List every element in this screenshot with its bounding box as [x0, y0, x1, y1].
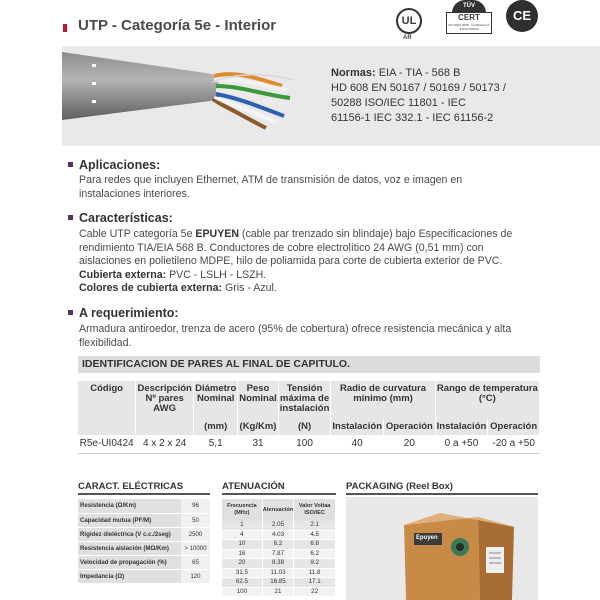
box-brand-label: Epuyen [416, 535, 438, 541]
normas-line-1: EIA - TIA - 568 B [378, 67, 461, 79]
electricas-rule [78, 493, 210, 495]
tuv-main-label: CERT [458, 13, 480, 22]
table-row: Rigidez dieléctrica (V c.c./2seg) 2500 [78, 527, 210, 541]
table-row: 31.5 11.03 11.8 [222, 568, 336, 578]
packaging-title: PACKAGING (Reel Box) [346, 481, 453, 492]
sub-operacion-radio: Operación [384, 419, 436, 435]
packaging-image [346, 497, 538, 600]
cell-temp-oper: -20 a +50 [488, 435, 540, 453]
colores-label: Colores de cubierta externa: [79, 282, 223, 294]
col-tension: Tensión máxima de instalación [278, 381, 331, 419]
cell-codigo: R5e-UI0424 [78, 435, 136, 453]
electricas-table [78, 499, 210, 584]
col-valor: Valor Voltaa ISO/IEC [294, 499, 336, 521]
normas-block [331, 66, 531, 126]
sub-instalacion-temp: Instalación [435, 419, 488, 435]
packaging-rule [346, 493, 538, 495]
electricas-title: CARACT. ELÉCTRICAS [78, 481, 184, 492]
id-table-title: IDENTIFICACION DE PARES AL FINAL DE CAPITULO. [78, 356, 540, 373]
unit-diametro: (mm) [194, 419, 238, 435]
table-row: 20 8.38 9.2 [222, 559, 336, 569]
atenuacion-rule [222, 493, 336, 495]
page-header [0, 0, 600, 46]
caracteristicas-text: Cable UTP categoría 5e EPUYEN (cable par trenzado sin blindaje) bajo Especificaciones de rendimiento TIA/EIA 568 B. Conductores de cobre electrolítico 24 AWG (0,51 mm) con aislaciones en polietileno MDPE, hilo de poliamida para corte de cubierta exterior de PVC. Cubierta externa: PVC - LSLH - LSZH. Colores de cubierta externa: Gris - Azul. [79, 228, 513, 294]
table-row: 62.5 16.85 17.1 [222, 578, 336, 588]
sub-instalacion-radio: Instalación [331, 419, 384, 435]
col-rango: Rango de temperatura (°C) [435, 381, 539, 419]
table-row: Resistencia (Ω/Km) 96 [78, 499, 210, 513]
bullet-icon [68, 215, 73, 220]
cell-diametro: 5,1 [194, 435, 238, 453]
sub-operacion-temp: Operación [488, 419, 540, 435]
requerimiento-text: Armadura antiroedor, trenza de acero (95% de cobertura) ofrece resistencia mecánica y alta flexibilidad. [79, 323, 512, 349]
cell-temp-inst: 0 a +50 [435, 435, 488, 453]
table-row: 1 2.05 2.1 [222, 521, 336, 530]
table-row: 4 4.03 4.5 [222, 530, 336, 540]
brand-name: EPUYEN [195, 228, 239, 240]
col-peso: Peso Nominal [238, 381, 278, 419]
table-row [78, 435, 540, 453]
col-radio: Radio de curvatura mínimo (mm) [331, 381, 435, 419]
title-marker [63, 24, 67, 32]
normas-line-3: 50288 ISO/IEC 11801 - IEC [331, 97, 466, 109]
unit-tension: (N) [278, 419, 331, 435]
normas-line-4: 61156-1 IEC 332.1 - IEC 61156-2 [331, 112, 494, 124]
unit-peso: (Kg/Km) [238, 419, 278, 435]
normas-label: Normas: [331, 67, 376, 79]
table-row: Resistencia aislación (MΩ/Km) > 10000 [78, 541, 210, 555]
atenuacion-table [222, 499, 336, 597]
tuv-top-label: TÜV [452, 0, 486, 13]
tuv-certification-logo [446, 0, 492, 36]
cell-peso: 31 [238, 435, 278, 453]
caracteristicas-heading: Características: [68, 211, 173, 225]
ul-ar-label: AR [403, 35, 412, 41]
table-row: 16 7.87 6.2 [222, 549, 336, 559]
cell-tension: 100 [278, 435, 331, 453]
col-codigo: Código [78, 381, 136, 435]
aplicaciones-heading: Aplicaciones: [68, 158, 160, 172]
col-descripcion: Descripción Nº pares AWG [136, 381, 194, 435]
bullet-icon [68, 162, 73, 167]
table-row: Velocidad de propagación (%) 65 [78, 555, 210, 569]
normas-line-2: HD 608 EN 50167 / 50169 / 50173 / [331, 82, 506, 94]
cell-descripcion: 4 x 2 x 24 [136, 435, 194, 453]
requerimiento-heading: A requerimiento: [68, 306, 179, 320]
aplicaciones-text: Para redes que incluyen Ethernet, ATM de transmisión de datos, voz e imagen en instalaciones interiores. [79, 174, 463, 200]
page-title: UTP - Categoría 5e - Interior [78, 17, 277, 34]
table-row: 100 21 22 [222, 587, 336, 597]
cell-radio-oper: 20 [384, 435, 436, 453]
col-frecuencia: Frecuencia (MHz) [222, 499, 262, 521]
col-diametro: Diámetro Nominal [194, 381, 238, 419]
table-row: Capacidad mutua (PF/M) 50 [78, 513, 210, 527]
cable-image [62, 46, 322, 146]
bullet-icon [68, 310, 73, 315]
tuv-small-label: ISO 9001:2008 · Certificado Nº 44100 060012 [448, 23, 490, 31]
col-atenuacion: Atenuación [262, 499, 293, 521]
cell-radio-inst: 40 [331, 435, 384, 453]
atenuacion-title: ATENUACIÓN [222, 481, 285, 492]
reel-box-icon [346, 497, 538, 600]
ce-certification-logo: CE [506, 0, 538, 32]
id-table [78, 381, 540, 454]
table-row: 10 6.2 6.8 [222, 540, 336, 550]
ul-certification-logo: UL [396, 8, 422, 34]
cubierta-label: Cubierta externa: [79, 268, 167, 281]
table-row: Impedancia (Ω) 120 [78, 569, 210, 583]
